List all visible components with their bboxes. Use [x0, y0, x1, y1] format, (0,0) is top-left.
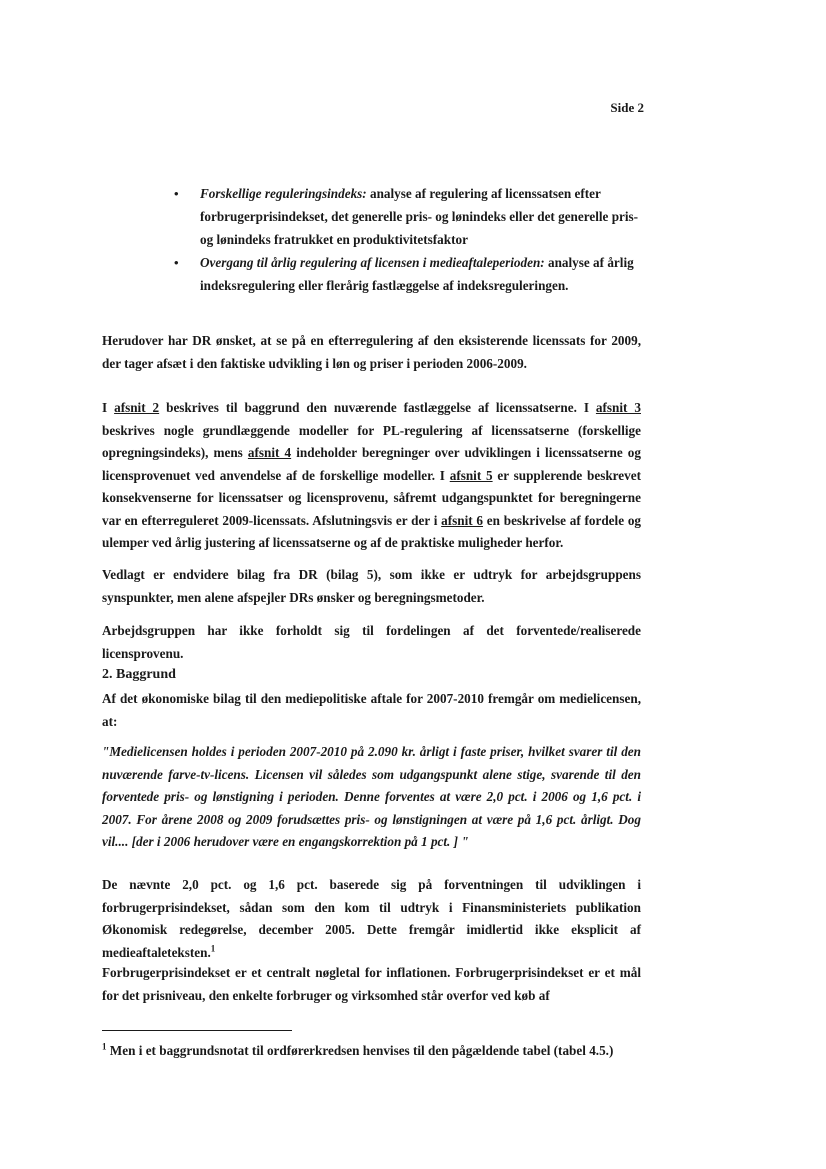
- forecast-paragraph: [102, 874, 641, 964]
- text-run: De nævnte 2,0 pct. og 1,6 pct. baserede sig på forventningen til udviklingen i forbrugerprisindekset, sådan som den kom til udtryk i Finansministeriets publikation Økonomisk redegørelse, december 2005. Dette fremgår imidlertid ikke eksplicit af medieaftaleteksten.: [102, 877, 641, 960]
- footnote-mark: 1: [102, 1041, 107, 1052]
- section-ref-link[interactable]: afsnit 3: [595, 400, 641, 415]
- section-heading: 2. Baggrund: [102, 667, 176, 682]
- overview-paragraph: [102, 397, 641, 555]
- text-run: I: [102, 400, 115, 415]
- footnote: [102, 1040, 641, 1061]
- text-run: indeholder beregninger over udviklingen i licenssatserne og licensprovenuet ved anvendelse af de forskellige modeller. I: [102, 445, 641, 483]
- bullet-lead: Forskellige reguleringsindeks:: [200, 186, 367, 201]
- bullet-item: [160, 251, 650, 297]
- page-number: Side 2: [610, 100, 644, 115]
- intro-paragraph: Herudover har DR ønsket, at se på en efterregulering af den eksisterende licenssats for 2009, der tager afsæt i den faktiske udvikling i løn og priser i perioden 2006-2009.: [102, 333, 641, 371]
- appendix-paragraph: Vedlagt er endvidere bilag fra DR (bilag 5), som ikke er udtryk for arbejdsgruppens synspunkter, men alene afspejler DRs ønsker og beregningsmetoder.: [102, 567, 641, 605]
- bullet-dot-icon: •: [174, 255, 179, 270]
- bullet-dot-icon: •: [174, 186, 179, 201]
- text-run: en beskrivelse af fordele og ulemper ved årlig justering af licenssatserne og af de praktiske muligheder herfor.: [102, 512, 642, 550]
- footnote-divider: [102, 1030, 292, 1031]
- bullet-list: [160, 182, 650, 297]
- quote-paragraph: "Medielicensen holdes i perioden 2007-2010 på 2.090 kr. årligt i faste priser, hvilket svarer til den nuværende farve-tv-licens. Licensen vil således som udgangspunkt alene stige, svarende til den forventede pris- og lønstigning i perioden. Denne forventes at være 2,0 pct. i 2006 og 1,6 pct. i 2007. For årene 2008 og 2009 forudsættes pris- og lønstigningen at være på 1,6 pct. årligt. Dog vil.... [der i 2006 herudover være en engangskorrektion på 1 pct. ] ": [102, 744, 641, 849]
- section-ref-link[interactable]: afsnit 4: [247, 445, 292, 460]
- footnote-text: Men i et baggrundsnotat til ordførerkredsen henvises til den pågældende tabel (tabel 4.5.): [106, 1043, 614, 1058]
- text-run: er supplerende beskrevet konsekvenserne for licenssatser og licensprovenu, såfremt udgangspunktet for beregningerne var en efterreguleret 2009-licenssats. Afslutningsvis er der i: [102, 467, 641, 528]
- bullet-text: analyse af regulering af licenssatsen efter forbrugerprisindekset, det generelle pris- og lønindeks eller det generelle pris- og lønindeks fratrukket en produktivitetsfaktor: [200, 186, 639, 247]
- footnote-ref[interactable]: 1: [210, 943, 216, 954]
- section-ref-link[interactable]: afsnit 5: [449, 467, 493, 483]
- bullet-lead: Overgang til årlig regulering af licensen i medieaftaleperioden:: [200, 255, 545, 270]
- text-run: beskrives til baggrund den nuværende fastlæggelse af licenssatserne. I: [159, 400, 596, 415]
- section-ref-link[interactable]: afsnit 2: [114, 400, 160, 415]
- section-ref-link[interactable]: afsnit 6: [441, 512, 484, 528]
- text-run: beskrives nogle grundlæggende modeller for PL-regulering af licenssatserne (forskellige opregningsindeks), mens: [102, 422, 641, 460]
- section-lead-paragraph: Af det økonomiske bilag til den mediepolitiske aftale for 2007-2010 fremgår om medielicensen, at:: [102, 691, 641, 729]
- bullet-item: [160, 182, 650, 251]
- bullet-text: analyse af årlig indeksregulering eller flerårig fastlæggelse af indeksreguleringen.: [200, 255, 634, 293]
- cpi-paragraph: Forbrugerprisindekset er et centralt nøgletal for inflationen. Forbrugerprisindekset er et mål for det prisniveau, den enkelte forbruger og virksomhed står overfor ved køb af: [102, 965, 641, 1003]
- scope-paragraph: Arbejdsgruppen har ikke forholdt sig til fordelingen af det forventede/realiserede licensprovenu.: [102, 623, 641, 661]
